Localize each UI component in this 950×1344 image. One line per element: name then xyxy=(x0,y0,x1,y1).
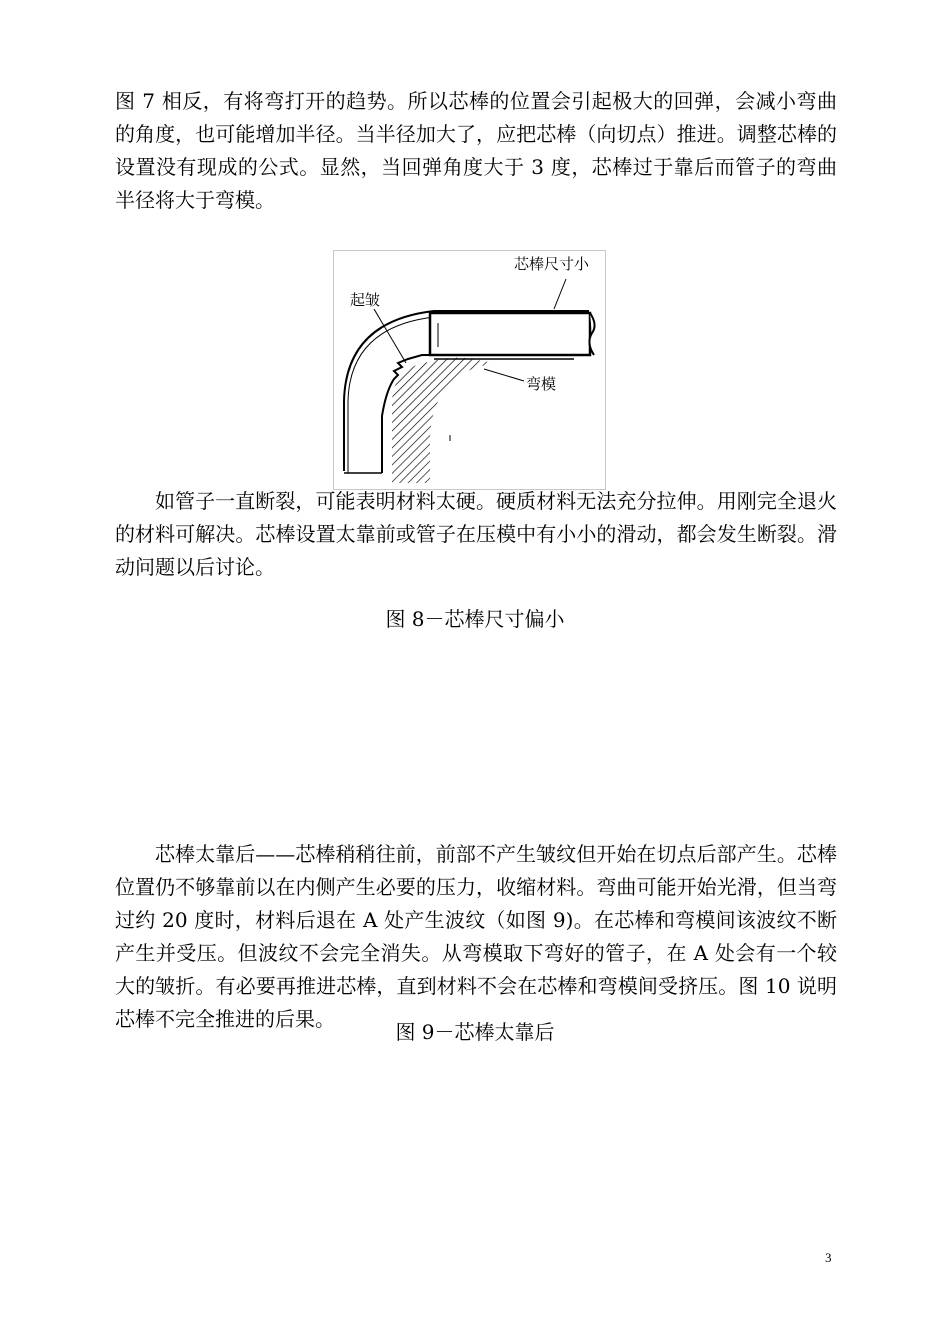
paragraph-3: 芯棒太靠后——芯棒稍稍往前，前部不产生皱纹但开始在切点后部产生。芯棒位置仍不够靠前以在内侧产生必要的压力，收缩材料。弯曲可能开始光滑，但当弯过约 20 度时，材料后退在 A 处产生波纹（如图 9)。在芯棒和弯模间该波纹不断产生并受压。但波纹不会完全消失。从弯模取下弯好的管子，在 A 处会有一个较大的皱折。有必要再推进芯棒，直到材料不会在芯棒和弯模间受挤压。图 10 说明芯棒不完全推进的后果。 xyxy=(115,842,837,1031)
tube-bend-diagram xyxy=(334,251,605,489)
figure-9-caption: 图 9－芯棒太靠后 xyxy=(395,1020,555,1044)
bend-die-hatch xyxy=(392,358,494,483)
mandrel xyxy=(430,313,590,355)
label-mandrel-small: 芯棒尺寸小 xyxy=(514,255,590,273)
paragraph-1: 图 7 相反，有将弯打开的趋势。所以芯棒的位置会引起极大的回弹，会减小弯曲的角度，也可能增加半径。当半径加大了，应把芯棒（向切点）推进。调整芯棒的设置没有现成的公式。显然，当回弹角度大于 3 度，芯棒过于靠后而管子的弯曲半径将大于弯模。 xyxy=(115,89,837,212)
label-bend-die: 弯模 xyxy=(526,375,557,393)
paragraph-2: 如管子一直断裂，可能表明材料太硬。硬质材料无法充分拉伸。用刚完全退火的材料可解决。芯棒设置太靠前或管子在压模中有小小的滑动，都会发生断裂。滑动问题以后讨论。 xyxy=(115,489,837,579)
figure-8-diagram xyxy=(333,250,606,490)
label-wrinkle: 起皱 xyxy=(350,291,381,309)
page-number: 3 xyxy=(825,1250,832,1265)
figure-8-caption: 图 8－芯棒尺寸偏小 xyxy=(385,607,565,631)
